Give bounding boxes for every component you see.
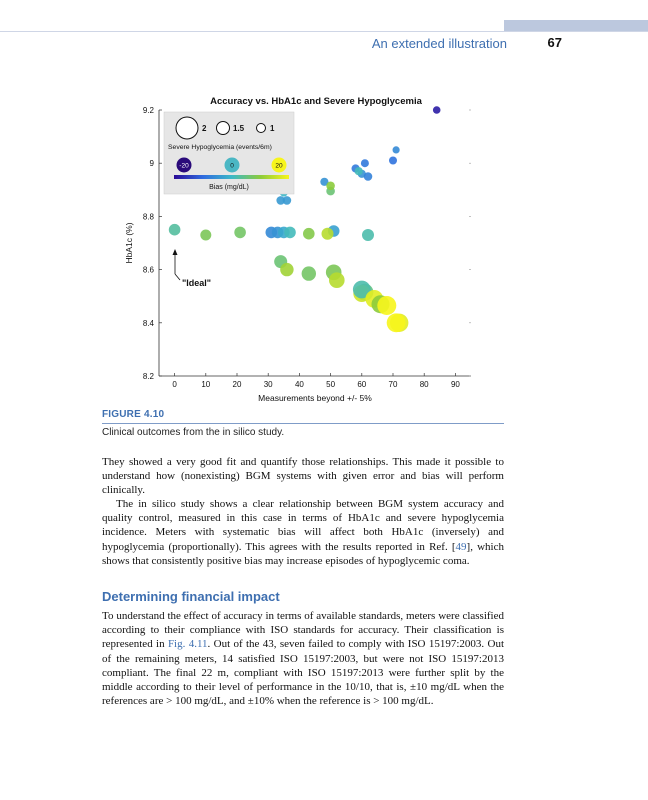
legend-bias-title: Bias (mg/dL) <box>209 184 249 191</box>
caption-rule <box>102 423 504 424</box>
legend-bias-neg20-label: -20 <box>179 162 189 170</box>
legend-size-2 <box>176 117 198 139</box>
y-tick-label: 8.8 <box>142 212 154 222</box>
x-tick-label: 90 <box>450 380 460 389</box>
legend-bias-20-label: 20 <box>275 162 283 170</box>
header-tab <box>504 20 648 31</box>
y-tick-label: 8.6 <box>142 265 154 275</box>
data-point <box>303 228 315 240</box>
data-point <box>393 146 400 153</box>
data-point <box>362 229 374 241</box>
data-point <box>283 196 292 205</box>
data-point <box>387 313 406 332</box>
legend-size-1 <box>257 124 266 133</box>
legend-size-title: Severe Hypoglycemia (events/6m) <box>168 144 272 151</box>
data-point <box>361 159 369 167</box>
ideal-annotation: "Ideal" <box>182 278 212 288</box>
page-number: 67 <box>547 35 562 50</box>
data-point <box>364 172 373 181</box>
y-tick-label: 8.4 <box>142 318 154 328</box>
scatter-chart <box>102 88 502 408</box>
section-heading: Determining financial impact <box>102 589 280 604</box>
data-point <box>389 157 397 165</box>
y-tick-label: 9 <box>149 159 154 169</box>
data-point <box>322 228 334 240</box>
legend-size-1-5-label: 1.5 <box>233 124 245 133</box>
paragraph-2-text-a: The in silico study shows a clear relationship between BGM system accuracy and quality control, measured in this case in terms of HbA1c and severe hypoglycemia incidence. Meters with systematic bias will affect both HbA1c (inversely) and hypoglycemia (proportionally). This agrees with the results reported in Ref. [ <box>102 498 504 553</box>
data-point <box>234 227 246 239</box>
x-tick-label: 60 <box>357 380 367 389</box>
x-tick-label: 70 <box>388 380 398 389</box>
data-point <box>326 182 335 191</box>
legend-size-2-label: 2 <box>202 124 207 133</box>
data-point <box>433 106 441 114</box>
data-point <box>284 227 296 239</box>
x-axis-label: Measurements beyond +/- 5% <box>258 393 372 403</box>
legend-size-1-5 <box>217 122 230 135</box>
figure-label: FIGURE 4.10 <box>102 409 165 420</box>
data-point <box>280 263 293 276</box>
paragraph-1: They showed a very good fit and quantify those relationships. This made it possible to understand how (nonexisting) BGM systems with given error and bias will perform clinically. <box>102 456 504 497</box>
header-rule <box>0 31 648 32</box>
figure-4-11-link[interactable]: Fig. 4.11 <box>167 638 208 651</box>
x-tick-label: 30 <box>263 380 273 389</box>
legend-size-1-label: 1 <box>270 124 275 133</box>
paragraph-2 <box>102 497 504 568</box>
x-tick-label: 20 <box>232 380 242 389</box>
y-axis-label: HbA1c (%) <box>124 222 134 264</box>
data-point <box>377 296 396 315</box>
data-point <box>200 230 211 241</box>
x-tick-label: 40 <box>294 380 304 389</box>
x-tick-label: 10 <box>201 380 211 389</box>
paragraph-3 <box>102 609 504 708</box>
x-tick-label: 50 <box>326 380 336 389</box>
chart-title: Accuracy vs. HbA1c and Severe Hypoglycemia <box>210 96 422 107</box>
chart-legend <box>164 112 294 194</box>
paragraph-2-text-b: ], which shows that consistently positive bias may increase episodes of hypoglycemic coma. <box>102 540 504 567</box>
y-tick-label: 9.2 <box>142 106 154 115</box>
x-tick-label: 80 <box>419 380 429 389</box>
legend-bias-0-label: 0 <box>230 162 234 170</box>
figure-4-10 <box>102 88 502 408</box>
paragraph-3-text-a: To understand the effect of accuracy in terms of available standards, meters were classified according to their compliance with ISO standards for accuracy. Their classification is represented in <box>102 610 504 651</box>
x-tick-label: 0 <box>172 380 177 389</box>
data-point <box>355 167 363 175</box>
reference-49-link[interactable]: 49 <box>455 540 467 553</box>
figure-caption: Clinical outcomes from the in silico study. <box>102 427 285 438</box>
data-point <box>169 224 181 236</box>
y-tick-label: 8.2 <box>142 372 154 381</box>
paragraph-3-text-b: . Out of the 43, seven failed to comply with ISO 15197:2003. Out of the remaining meters, 14 satisfied ISO 15197:2003, but were not ISO 15197:2013 compliant. The final 22 m, compliant with ISO 15197:2013 were further split by the middle according to their level of performance in the 10/10, that is, ±10 mg/dL when the references are > 100 mg/dL, and ±10% when the reference is > 100 mg/dL. <box>102 638 504 708</box>
bias-colorbar <box>174 175 289 179</box>
data-point <box>302 266 316 280</box>
running-title: An extended illustration <box>371 36 507 51</box>
data-point <box>329 272 345 288</box>
